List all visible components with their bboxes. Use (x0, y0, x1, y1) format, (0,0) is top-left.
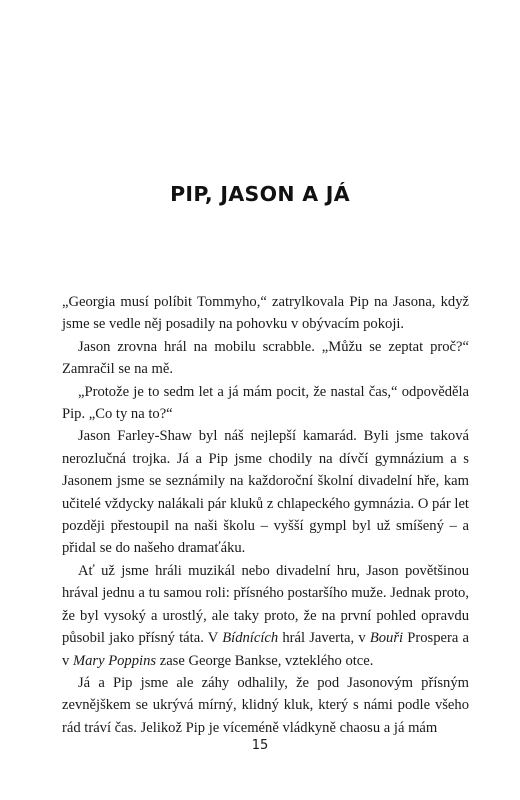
paragraph-text: zase George Bankse, vzteklého otce. (156, 652, 374, 669)
paragraph (62, 672, 469, 739)
paragraph (62, 425, 469, 559)
paragraph-text: hrál Javerta, v (278, 630, 370, 647)
paragraph-text: Já a Pip jsme ale záhy odhalily, že pod Jasonovým přísným zevnějškem se ukrývá mírný, klidný kluk, který s námi podle všeho rád tráví čas. Jelikož Pip je víceméně vládkyně chaosu a já mám (62, 674, 469, 736)
paragraph-text: Jason zrovna hrál na mobilu scrabble. „Můžu se zeptat proč?“ Zamračil se na mě. (62, 338, 469, 378)
paragraph-text: Ať už jsme hráli muzikál nebo divadelní hru, Jason povětšinou hrával jednu a tu samou roli: přísného postaršího muže. Jednak proto, že byl vysoký a urostlý, ale taky proto, že na první pohled opravdu působil jako přísný táta. V (62, 562, 469, 647)
chapter-title: PIP, JASON A JÁ (170, 182, 350, 206)
paragraph (62, 336, 469, 381)
paragraph (62, 291, 469, 336)
paragraph-text: Prospera a v (62, 630, 469, 669)
italic-title: Bídnících (222, 630, 279, 647)
paragraph (62, 381, 469, 426)
paragraph (62, 560, 469, 672)
body-text (62, 291, 469, 739)
paragraph-text: „Protože je to sedm let a já mám pocit, že nastal čas,“ odpověděla Pip. „Co ty na to?“ (62, 383, 469, 423)
paragraph-text: Jason Farley-Shaw byl náš nejlepší kamarád. Byli jsme taková nerozlučná trojka. Já a Pip jsme chodily na dívčí gymnázium a s Jasonem jsme se seznámily na každoroční školní divadelní hře, kam učitelé vždycky nalákali pár kluků z chlapeckého gymnázia. O pár let později přestoupil na naši školu – vyšší gympl byl už smíšený – a přidal se do našeho dramaťáku. (62, 428, 469, 557)
page-number: 15 (251, 738, 269, 753)
italic-title: Mary Poppins (72, 652, 157, 669)
paragraph-text: „Georgia musí políbit Tommyho,“ zatrylkovala Pip na Jasona, když jsme se vedle něj posadily na pohovku v obývacím pokoji. (62, 294, 469, 333)
italic-title: Bouři (369, 630, 404, 647)
